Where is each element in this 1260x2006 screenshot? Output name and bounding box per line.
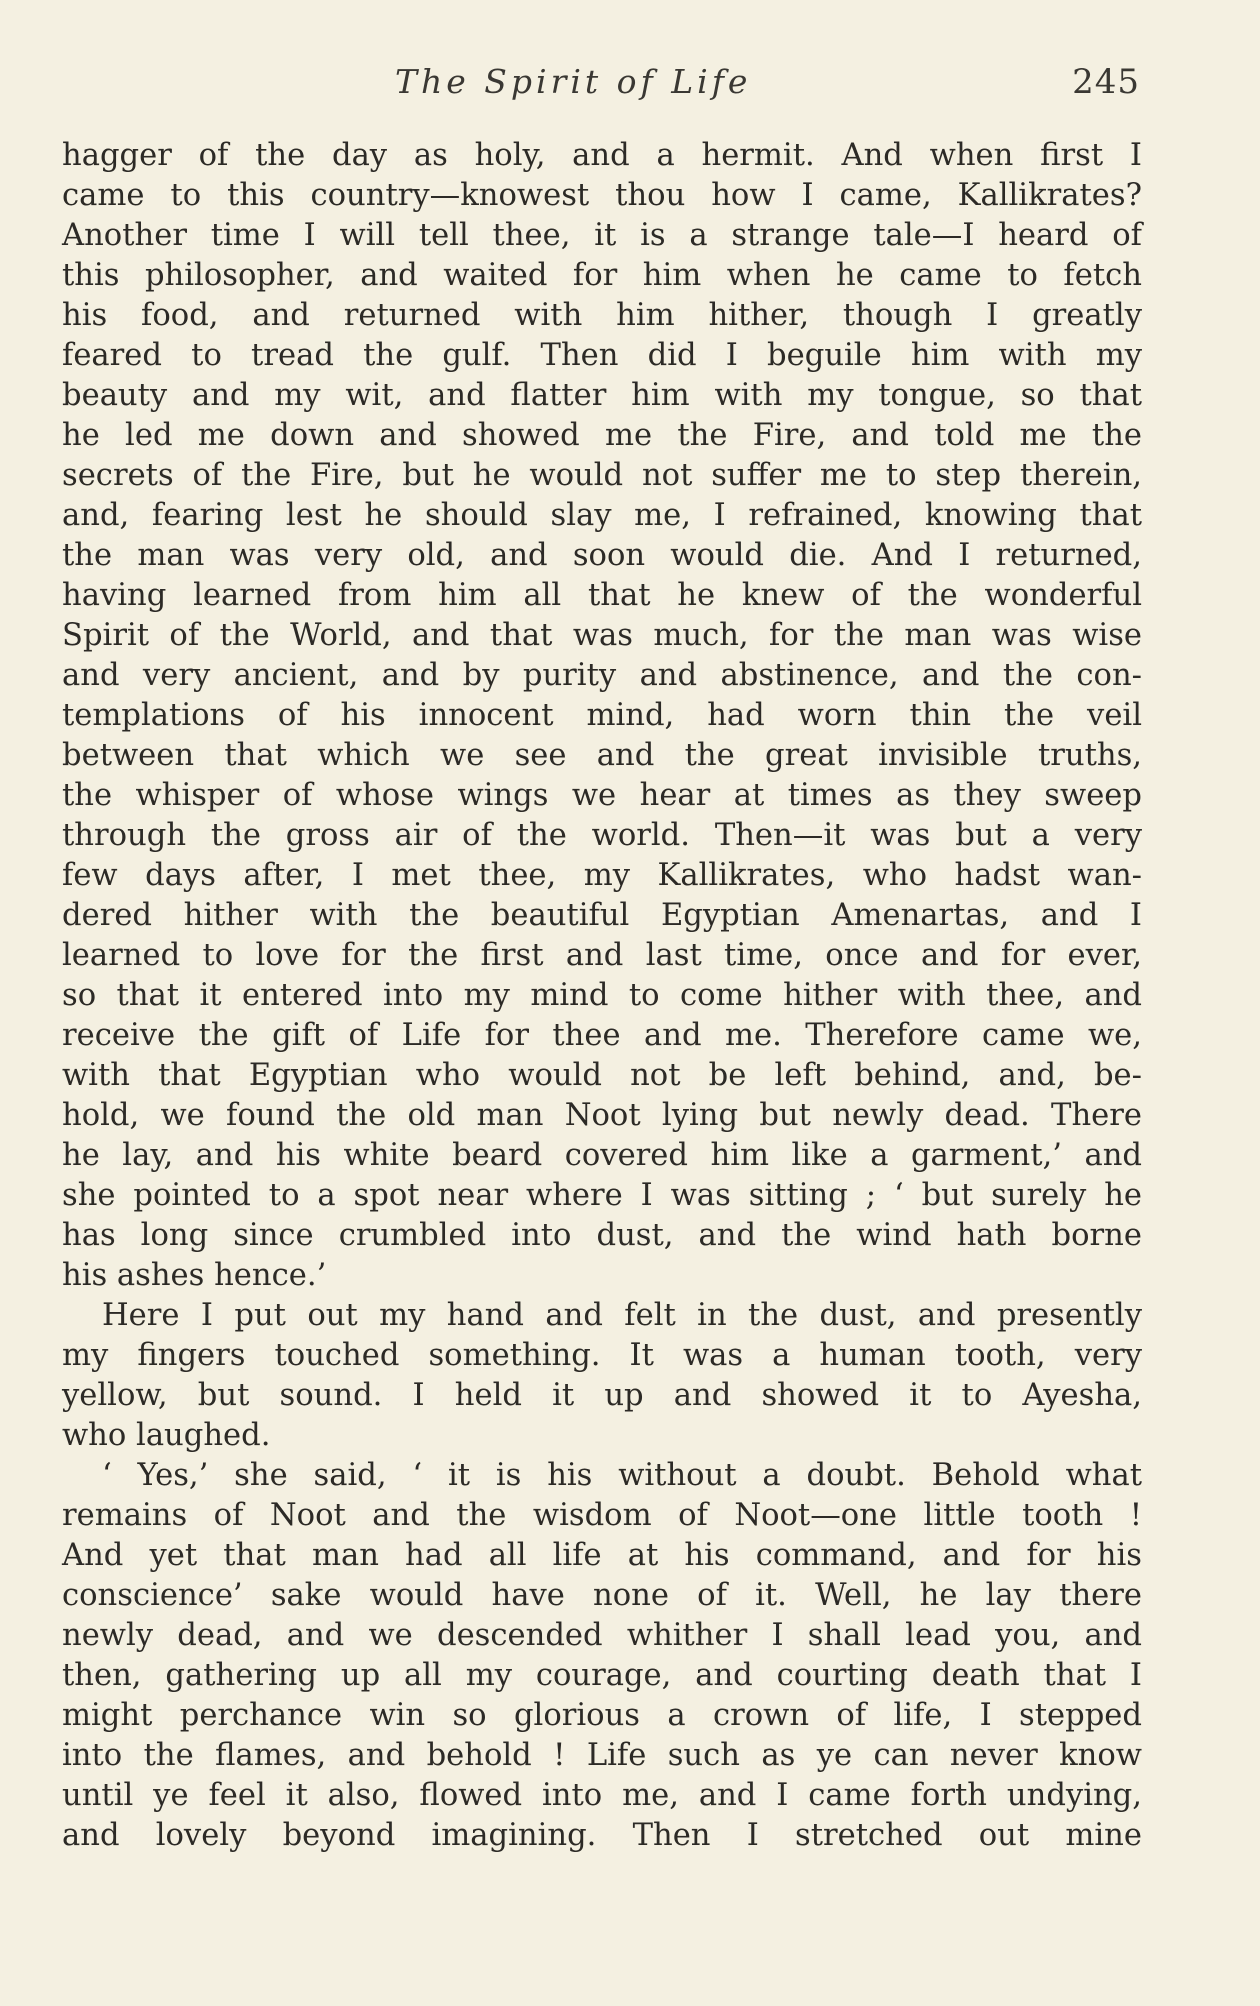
page-number: 245: [1072, 62, 1140, 102]
running-head: [60, 62, 1140, 112]
text-line: few days after, I met thee, my Kallikrates, who hadst wan-: [62, 858, 1142, 893]
text-line: with that Egyptian who would not be left behind, and, be-: [62, 1058, 1142, 1093]
text-line: receive the gift of Life for thee and me. Therefore came we,: [62, 1018, 1142, 1053]
text-line: hagger of the day as holy, and a hermit. And when first I: [62, 138, 1142, 173]
text-line: then, gathering up all my courage, and courting death that I: [62, 1658, 1142, 1693]
text-line: he led me down and showed me the Fire, and told me the: [62, 418, 1142, 453]
text-line: ‘ Yes,’ she said, ‘ it is his without a doubt. Behold what: [102, 1458, 1142, 1493]
text-line: templations of his innocent mind, had worn thin the veil: [62, 698, 1142, 733]
text-line: this philosopher, and waited for him when he came to fetch: [62, 258, 1142, 293]
text-line: through the gross air of the world. Then—it was but a very: [62, 818, 1142, 853]
text-line: feared to tread the gulf. Then did I beguile him with my: [62, 338, 1142, 373]
text-line: has long since crumbled into dust, and the wind hath borne: [62, 1218, 1142, 1253]
text-line: dered hither with the beautiful Egyptian Amenartas, and I: [62, 898, 1142, 933]
text-line: Here I put out my hand and felt in the dust, and presently: [102, 1298, 1142, 1333]
text-line: and very ancient, and by purity and abstinence, and the con-: [62, 658, 1142, 693]
text-line: might perchance win so glorious a crown of life, I stepped: [62, 1698, 1142, 1733]
text-line: so that it entered into my mind to come hither with thee, and: [62, 978, 1142, 1013]
text-line: and lovely beyond imagining. Then I stretched out mine: [62, 1818, 1142, 1853]
text-line: his food, and returned with him hither, though I greatly: [62, 298, 1142, 333]
text-line: Another time I will tell thee, it is a strange tale—I heard of: [62, 218, 1142, 253]
body-text: [62, 136, 1142, 1856]
text-line: yellow, but sound. I held it up and showed it to Ayesha,: [62, 1378, 1142, 1413]
text-line: came to this country—knowest thou how I came, Kallikrates?: [62, 178, 1142, 213]
text-line: and, fearing lest he should slay me, I refrained, knowing that: [62, 498, 1142, 533]
text-line: his ashes hence.’: [62, 1258, 327, 1293]
text-line: having learned from him all that he knew of the wonderful: [62, 578, 1142, 613]
text-line: remains of Noot and the wisdom of Noot—one little tooth !: [62, 1498, 1142, 1533]
text-line: newly dead, and we descended whither I shall lead you, and: [62, 1618, 1142, 1653]
text-line: the whisper of whose wings we hear at times as they sweep: [62, 778, 1142, 813]
text-line: Spirit of the World, and that was much, for the man was wise: [62, 618, 1142, 653]
text-line: she pointed to a spot near where I was sitting ; ‘ but surely he: [62, 1178, 1142, 1213]
text-line: between that which we see and the great invisible truths,: [62, 738, 1142, 773]
text-line: he lay, and his white beard covered him like a garment,’ and: [62, 1138, 1142, 1173]
text-line: the man was very old, and soon would die. And I returned,: [62, 538, 1142, 573]
text-line: my fingers touched something. It was a human tooth, very: [62, 1338, 1142, 1373]
text-line: learned to love for the first and last time, once and for ever,: [62, 938, 1142, 973]
text-line: who laughed.: [62, 1418, 271, 1453]
text-line: secrets of the Fire, but he would not suffer me to step therein,: [62, 458, 1142, 493]
text-line: hold, we found the old man Noot lying but newly dead. There: [62, 1098, 1142, 1133]
text-line: beauty and my wit, and flatter him with my tongue, so that: [62, 378, 1142, 413]
text-line: conscience’ sake would have none of it. Well, he lay there: [62, 1578, 1142, 1613]
text-line: into the flames, and behold ! Life such as ye can never know: [62, 1738, 1142, 1773]
text-line: until ye feel it also, flowed into me, and I came forth undying,: [62, 1778, 1142, 1813]
text-line: And yet that man had all life at his command, and for his: [62, 1538, 1142, 1573]
running-title: The Spirit of Life: [395, 62, 752, 101]
